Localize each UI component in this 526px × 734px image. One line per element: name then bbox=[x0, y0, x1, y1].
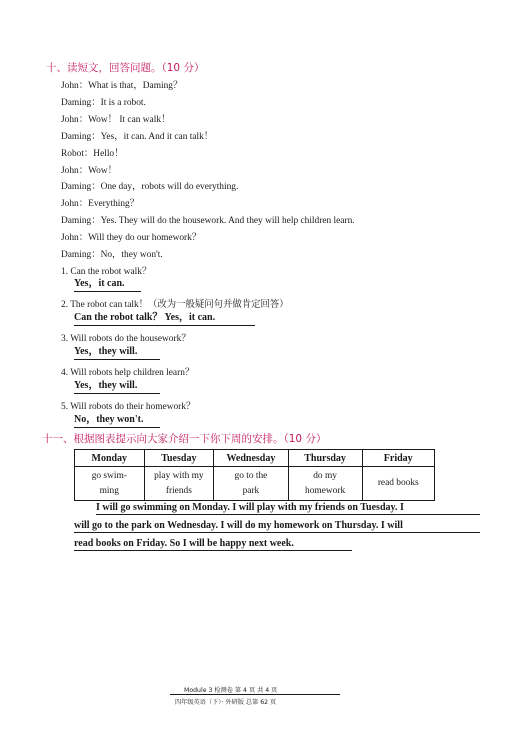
section-11-heading: 十一、根据图表提示向大家介绍一下你下周的安排。（10 分） bbox=[42, 433, 327, 445]
footer-line-2: 四年级英语（下）· 外研版 总第 62 页 bbox=[175, 699, 277, 706]
dialogue-line: Daming：One day，robots will do everything. bbox=[61, 182, 239, 192]
footer-line-1: Module 3 检测卷 第 4 页 共 4 页 bbox=[184, 687, 278, 694]
dialogue-line: Daming：No，they won't. bbox=[61, 250, 163, 260]
dialogue-line: Daming：It is a robot. bbox=[61, 98, 146, 108]
dialogue-line: Daming：Yes. They will do the housework. And they will help children learn. bbox=[61, 216, 355, 226]
table-header: Friday bbox=[362, 450, 435, 467]
table-header: Tuesday bbox=[144, 450, 214, 467]
dialogue-line: Daming：Yes，it can. And it can talk！ bbox=[61, 132, 214, 142]
answer-1: Yes，it can. bbox=[74, 278, 141, 292]
table-cell: do my homework bbox=[288, 467, 362, 501]
table-row bbox=[75, 467, 435, 501]
essay-line: I will go swimming on Monday. I will play with my friends on Tuesday. I bbox=[96, 501, 480, 515]
answer-4: Yes，they will. bbox=[74, 380, 160, 394]
footer-divider bbox=[170, 694, 340, 695]
table-cell: go swim- ming bbox=[75, 467, 145, 501]
answer-2: Can the robot talk？ Yes，it can. bbox=[74, 312, 255, 326]
question-3: 3. Will robots do the housework？ bbox=[61, 334, 191, 344]
dialogue-line: Robot：Hello！ bbox=[61, 149, 124, 159]
question-4: 4. Will robots help children learn？ bbox=[61, 368, 195, 378]
question-5: 5. Will robots do their homework？ bbox=[61, 402, 196, 412]
dialogue-line: John：Wow！ It can walk！ bbox=[61, 115, 171, 125]
question-1: 1. Can the robot walk？ bbox=[61, 267, 152, 277]
section-10-heading: 十、读短文，回答问题。（10 分） bbox=[46, 62, 205, 74]
dialogue-line: John：Wow！ bbox=[61, 166, 118, 176]
question-2: 2. The robot can talk！（改为一般疑问句并做肯定回答） bbox=[61, 300, 289, 310]
essay-line: will go to the park on Wednesday. I will do my homework on Thursday. I will bbox=[74, 519, 480, 533]
table-header: Monday bbox=[75, 450, 145, 467]
table-cell: go to the park bbox=[214, 467, 289, 501]
dialogue-line: John：Everything？ bbox=[61, 199, 140, 209]
dialogue-line: John：Will they do our homework？ bbox=[61, 233, 202, 243]
essay-line: read books on Friday. So I will be happy next week. bbox=[74, 537, 352, 551]
table-header-row bbox=[75, 450, 435, 467]
dialogue-line: John：What is that，Daming？ bbox=[61, 81, 183, 91]
table-cell: read books bbox=[362, 467, 435, 501]
table-header: Thursday bbox=[288, 450, 362, 467]
table-header: Wednesday bbox=[214, 450, 289, 467]
answer-5: No，they won't. bbox=[74, 414, 160, 428]
answer-3: Yes，they will. bbox=[74, 346, 160, 360]
table-cell: play with my friends bbox=[144, 467, 214, 501]
schedule-table bbox=[74, 449, 435, 501]
